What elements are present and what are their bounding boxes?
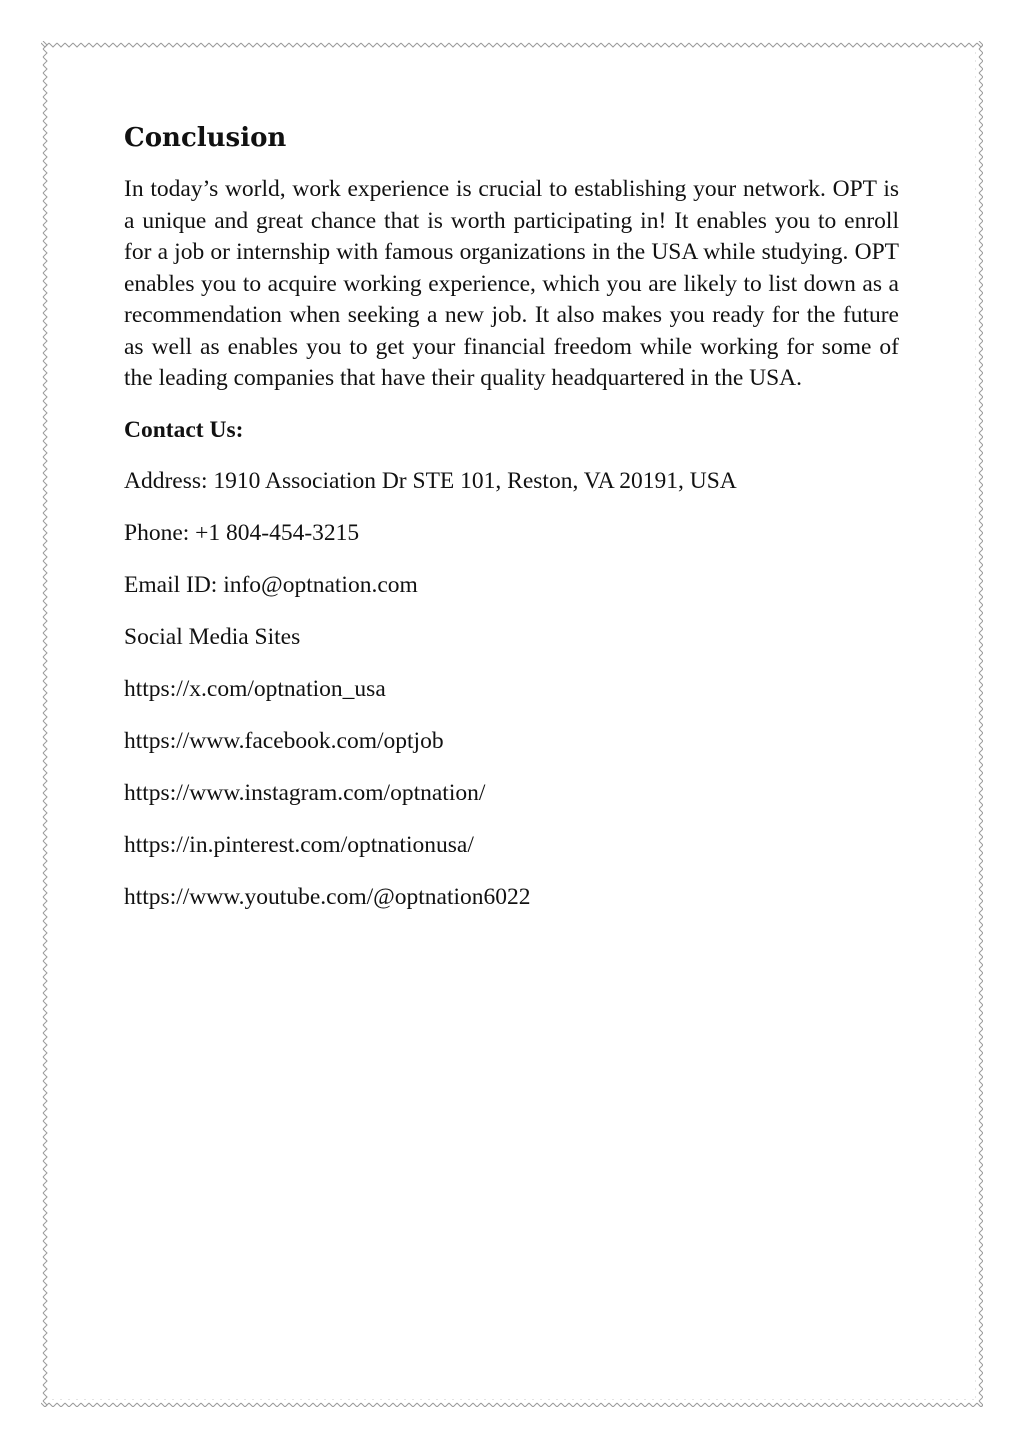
link-youtube[interactable] xyxy=(124,882,899,914)
page-title: Conclusion xyxy=(124,123,287,153)
contact-heading: Contact Us: xyxy=(124,416,244,443)
link-instagram[interactable] xyxy=(124,778,899,810)
link-facebook-text[interactable]: https://www.facebook.com/optjob xyxy=(124,728,444,754)
link-youtube-text[interactable]: https://www.youtube.com/@optnation6022 xyxy=(124,884,531,910)
address-line: Address: 1910 Association Dr STE 101, Reston, VA 20191, USA xyxy=(124,468,737,494)
link-pinterest-text[interactable]: https://in.pinterest.com/optnationusa/ xyxy=(124,832,474,858)
conclusion-paragraph: In today’s world, work experience is crucial to establishing your network. OPT is a unique and great chance that is worth participating in! It enables you to enroll for a job or internship with famous organizations in the USA while studying. OPT enables you to acquire working experience, which you are likely to list down as a recommendation when seeking a new job. It also makes you ready for the future as well as enables you to get your financial freedom while working for some of the leading companies that have their quality headquartered in the USA. xyxy=(124,176,899,391)
link-pinterest[interactable] xyxy=(124,830,899,862)
email-line: Email ID: info@optnation.com xyxy=(124,572,418,598)
link-x-text[interactable]: https://x.com/optnation_usa xyxy=(124,676,386,702)
social-heading: Social Media Sites xyxy=(124,624,301,650)
link-instagram-text[interactable]: https://www.instagram.com/optnation/ xyxy=(124,780,486,806)
link-facebook[interactable] xyxy=(124,726,899,758)
phone-line: Phone: +1 804-454-3215 xyxy=(124,520,360,546)
link-x[interactable] xyxy=(124,674,899,706)
document-content xyxy=(124,118,899,934)
